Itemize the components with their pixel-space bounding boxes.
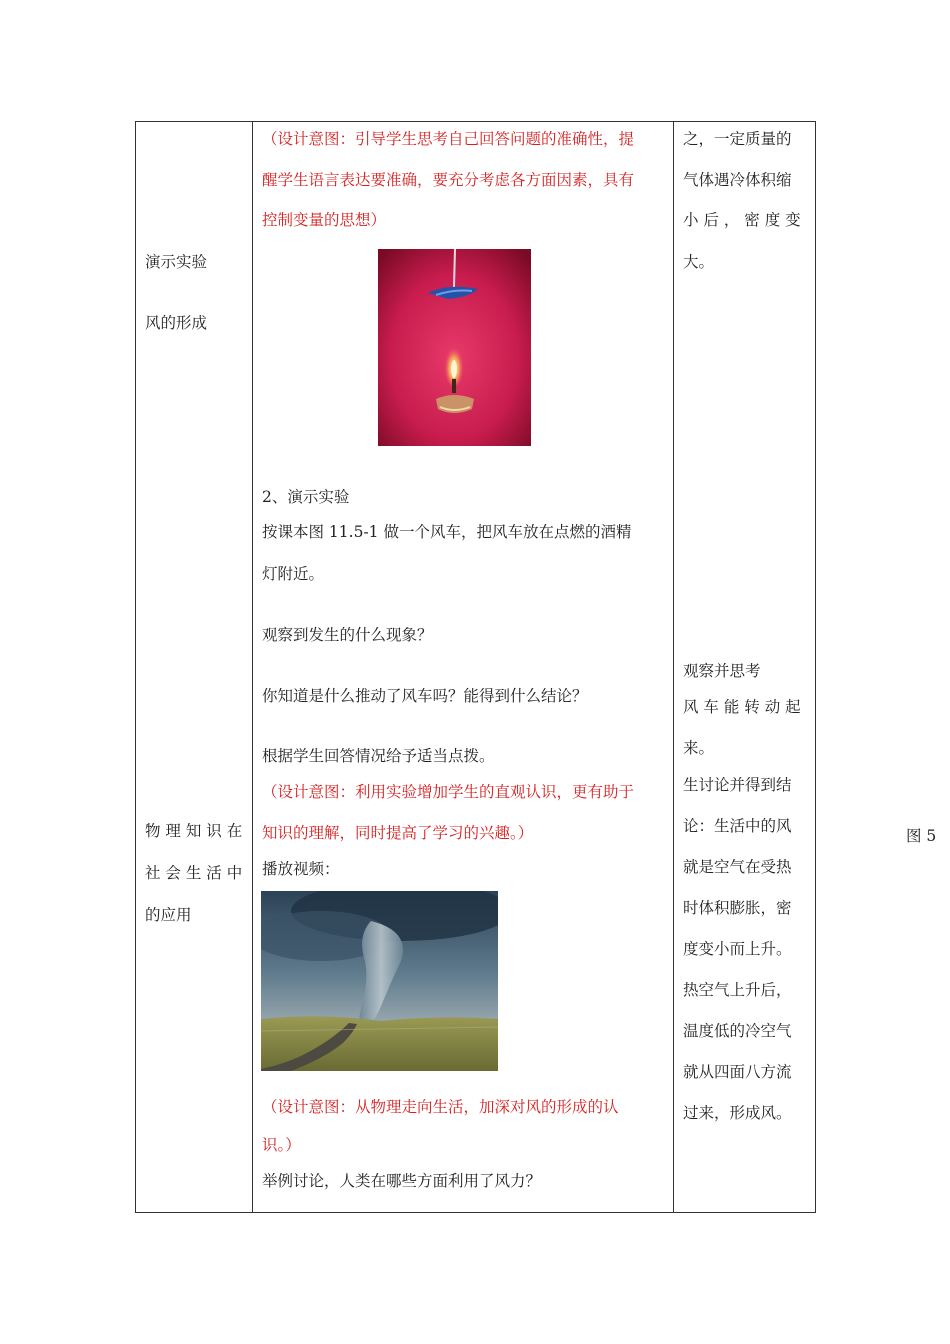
question-2: 你知道是什么推动了风车吗？能得到什么结论？ [262, 687, 588, 705]
instruction-line-1: 按课本图 11.5-1 做一个风车，把风车放在点燃的酒精 [262, 523, 632, 541]
conclusion-line-1: 生讨论并得到结 [683, 776, 792, 794]
play-video-label: 播放视频： [262, 860, 340, 878]
instruction-line-2: 灯附近。 [262, 565, 325, 583]
application-line-3: 的应用 [145, 906, 192, 924]
conclusion-line-3: 就是空气在受热 [683, 858, 792, 876]
column-divider [673, 122, 674, 1212]
conclusion-line-6: 热空气上升后， [683, 981, 792, 999]
wind-formation-label: 风的形成 [145, 314, 208, 332]
demo-title: 演示实验 [145, 253, 208, 271]
column-divider [252, 122, 253, 1212]
design-note-2-line-2: 知识的理解，同时提高了学习的兴趣。） [262, 824, 534, 842]
conclusion-line-2: 论：生活中的风 [683, 817, 792, 835]
conclusion-line-4: 时体积膨胀，密 [683, 899, 792, 917]
design-note-1-line-1: （设计意图：引导学生思考自己回答问题的准确性，提 [262, 130, 635, 148]
right-top-line-1: 之，一定质量的 [683, 130, 792, 148]
application-line-1: 物 理 知 识 在 [145, 822, 243, 840]
right-top-line-2: 气体遇冷体积缩 [683, 171, 792, 189]
discussion-prompt: 举例讨论，人类在哪些方面利用了风力？ [262, 1172, 542, 1190]
conclusion-line-7: 温度低的冷空气 [683, 1022, 792, 1040]
question-1: 观察到发生的什么现象？ [262, 626, 433, 644]
result-line-1: 风 车 能 转 动 起 [683, 698, 801, 716]
section-heading: 2、演示实验 [262, 488, 350, 506]
guidance-text: 根据学生回答情况给予适当点拨。 [262, 747, 495, 765]
conclusion-line-8: 就从四面八方流 [683, 1063, 792, 1081]
design-note-2-line-1: （设计意图：利用实验增加学生的直观认识，更有助于 [262, 783, 635, 801]
candle-experiment-photo [378, 249, 531, 446]
design-note-1-line-2: 醒学生语言表达要准确，要充分考虑各方面因素，具有 [262, 171, 635, 189]
right-top-line-4: 大。 [683, 253, 715, 271]
figure-label: 图 5 [906, 827, 937, 845]
application-line-2: 社 会 生 活 中 [145, 864, 243, 882]
tornado-photo [261, 891, 498, 1071]
conclusion-line-9: 过来，形成风。 [683, 1104, 792, 1122]
result-line-2: 来。 [683, 739, 715, 757]
conclusion-line-5: 度变小而上升。 [683, 940, 792, 958]
design-note-3-line-1: （设计意图：从物理走向生活，加深对风的形成的认 [262, 1098, 619, 1116]
design-note-3-line-2: 识。） [262, 1136, 301, 1154]
design-note-1-line-3: 控制变量的思想） [262, 211, 387, 229]
observe-label: 观察并思考 [683, 662, 761, 680]
right-top-line-3: 小 后 ， 密 度 变 [683, 211, 801, 229]
